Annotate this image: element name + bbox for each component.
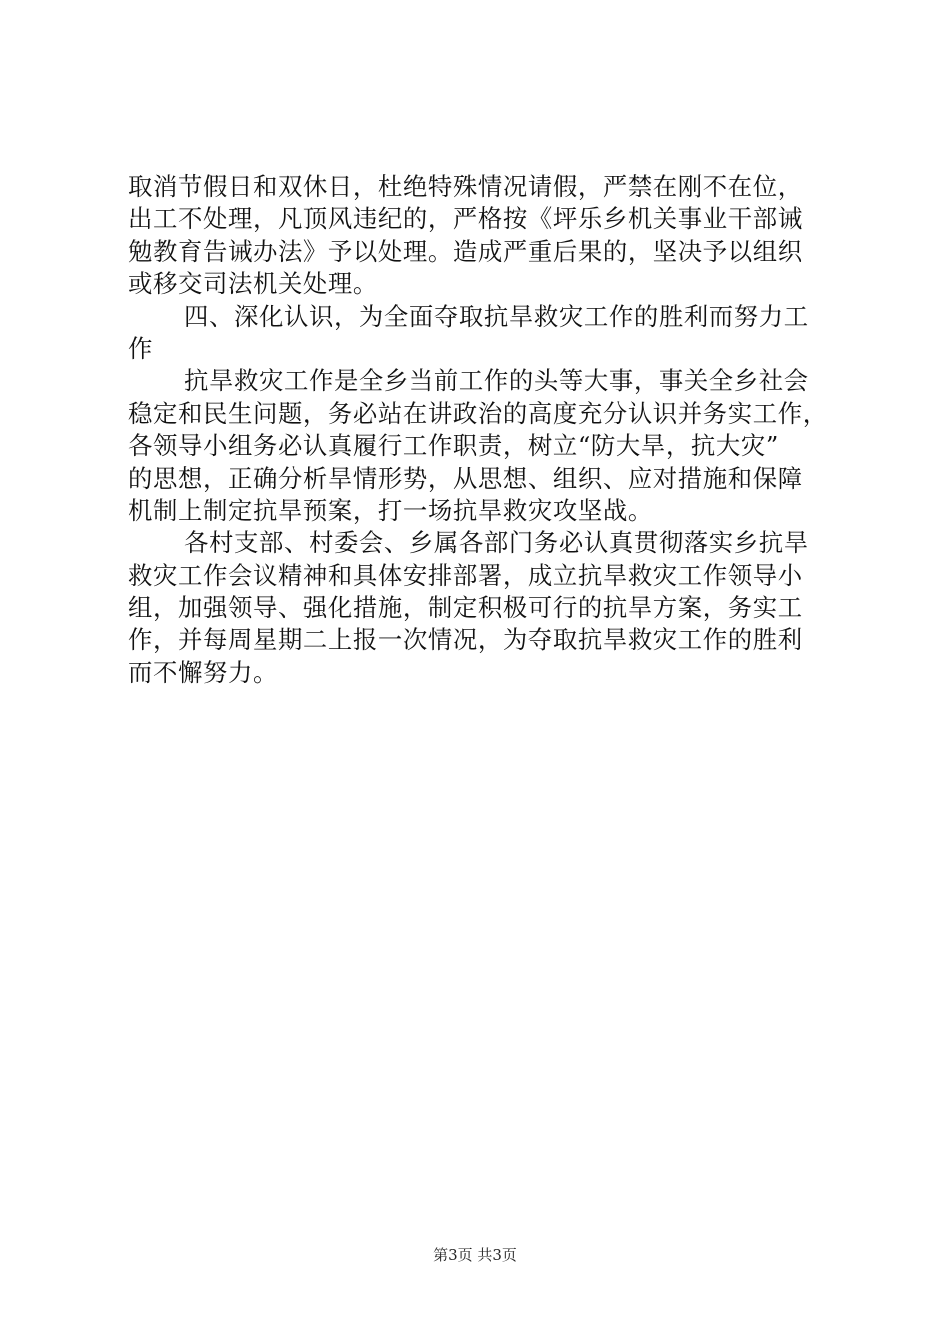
section-heading-line: 作 bbox=[128, 333, 153, 363]
paragraph-line: 救灾工作会议精神和具体安排部署，成立抗旱救灾工作领导小 bbox=[128, 560, 803, 590]
paragraph-line: 勉教育告诫办法》予以处理。造成严重后果的，坚决予以组织 bbox=[128, 236, 803, 266]
page-number-label: 第3页 共3页 bbox=[433, 1246, 517, 1264]
section-heading-line: 四、深化认识，为全面夺取抗旱救灾工作的胜利而努力工 bbox=[184, 301, 809, 331]
page-footer bbox=[0, 1245, 950, 1265]
document-body bbox=[128, 171, 828, 689]
paragraph-line: 取消节假日和双休日，杜绝特殊情况请假，严禁在刚不在位， bbox=[128, 172, 803, 201]
paragraph-line: 各领导小组务必认真履行工作职责，树立“防大旱，抗大灾” bbox=[128, 431, 779, 461]
paragraph-line: 组，加强领导、强化措施，制定积极可行的抗旱方案，务实工 bbox=[128, 593, 803, 623]
paragraph-line: 出工不处理，凡顶风违纪的，严格按《坪乐乡机关事业干部诫 bbox=[128, 204, 803, 234]
paragraph-line: 的思想，正确分析旱情形势，从思想、组织、应对措施和保障 bbox=[128, 463, 803, 493]
paragraph-line: 而不懈努力。 bbox=[128, 657, 278, 687]
paragraph-line: 抗旱救灾工作是全乡当前工作的头等大事，事关全乡社会 bbox=[184, 366, 809, 396]
paragraph-line: 或移交司法机关处理。 bbox=[128, 269, 378, 299]
paragraph-line: 机制上制定抗旱预案，打一场抗旱救灾攻坚战。 bbox=[128, 495, 653, 525]
paragraph-line: 作，并每周星期二上报一次情况，为夺取抗旱救灾工作的胜利 bbox=[128, 625, 803, 655]
paragraph-line: 稳定和民生问题，务必站在讲政治的高度充分认识并务实工作， bbox=[128, 398, 828, 428]
paragraph-line: 各村支部、村委会、乡属各部门务必认真贯彻落实乡抗旱 bbox=[184, 528, 809, 558]
